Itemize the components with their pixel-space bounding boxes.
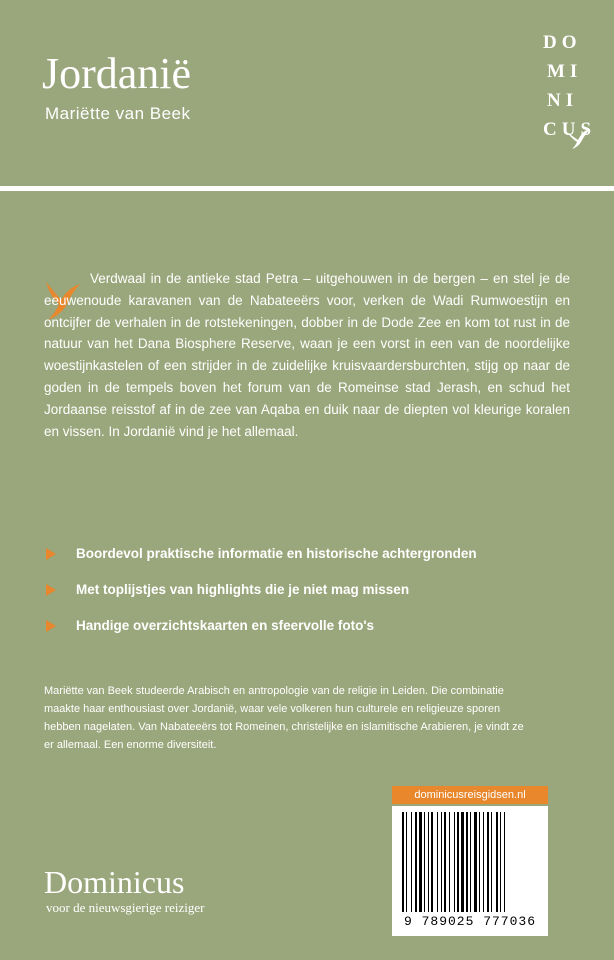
barcode-bar — [461, 812, 464, 912]
dominicus-logo — [543, 28, 605, 144]
barcode-bar — [419, 812, 422, 912]
barcode-bar — [402, 812, 404, 912]
barcode-bar — [479, 812, 480, 912]
feature-text: Met toplijstjes van highlights die je niet mag missen — [76, 582, 410, 597]
bullet-triangle-icon — [46, 548, 56, 560]
publisher-tagline: voor de nieuwsgierige reiziger — [46, 900, 205, 915]
publisher-name: Dominicus — [44, 864, 185, 900]
header-divider — [0, 186, 614, 191]
barcode-bar — [449, 812, 450, 912]
logo-line: DO — [543, 32, 582, 53]
swallow-logo-icon — [565, 128, 591, 150]
barcode-bar — [428, 812, 429, 912]
barcode-bar — [441, 812, 442, 912]
feature-list — [46, 544, 477, 652]
feature-item — [46, 544, 477, 580]
barcode-bar — [457, 812, 459, 912]
author-bio: Mariëtte van Beek studeerde Arabisch en antropologie van de religie in Leiden. Die combinatie maakte haar enthousiast over Jordanië, waar vele volkeren hun culturele en religieuze sporen hebben nagelaten. Van Nabateeërs tot Romeinen, christelijke en islamitische Arabieren, je vindt ze er allemaal. Een enorme diversiteit. — [44, 685, 524, 751]
blurb-paragraph: Verdwaal in de antieke stad Petra – uitgehouwen in de bergen – en stel je de eeuwenoude karavanen van de Nabateeërs voor, verken de Wadi Rumwoestijn en ontcijfer de verhalen in de rotstekeningen, dobber in de Dode Zee en kom tot rust in de natuur van het Dana Biosphere Reserve, waan je een vorst in een van de noordelijke woestijnkastelen of een strijder in de zuidelijke kruisvaardersburchten, stijg op naar de goden in de tempels boven het forum van de Romeinse stad Jerash, en schud het Jordaanse reisstof af in de zee van Aqaba en duik naar de diepten vol kleurige koralen en vissen. In Jordanië vind je het allemaal. — [44, 271, 570, 439]
barcode — [392, 806, 548, 936]
isbn-number: 9 789025 777036 — [403, 914, 537, 929]
bullet-triangle-icon — [46, 584, 56, 596]
barcode-bar — [424, 812, 425, 912]
bullet-triangle-icon — [46, 620, 56, 632]
barcode-bar — [444, 812, 446, 912]
barcode-bar — [491, 812, 492, 912]
website-label: dominicusreisgidsen.nl — [392, 786, 548, 804]
logo-line: MI — [547, 61, 583, 82]
feature-text: Handige overzichtskaarten en sfeervolle foto's — [76, 618, 375, 633]
logo-line: CUS — [543, 119, 597, 140]
barcode-bar — [454, 812, 455, 912]
barcode-bar — [500, 812, 501, 912]
barcode-bar — [474, 812, 477, 912]
barcode-bar — [411, 812, 412, 912]
barcode-bar — [496, 812, 498, 912]
barcode-bar — [470, 812, 471, 912]
author-name: Mariëtte van Beek — [45, 104, 191, 123]
feature-item — [46, 616, 477, 652]
barcode-bar — [487, 812, 489, 912]
barcode-bar — [431, 812, 433, 912]
barcode-bar — [466, 812, 468, 912]
barcode-bars — [402, 812, 538, 912]
barcode-bar — [406, 812, 407, 912]
logo-line: NI — [547, 90, 579, 111]
feature-text: Boordevol praktische informatie en historische achtergronden — [76, 546, 477, 561]
book-title: Jordanië — [42, 49, 192, 98]
barcode-bar — [437, 812, 438, 912]
feature-item — [46, 580, 477, 616]
barcode-bar — [415, 812, 417, 912]
barcode-bar — [504, 812, 505, 912]
barcode-bar — [483, 812, 484, 912]
